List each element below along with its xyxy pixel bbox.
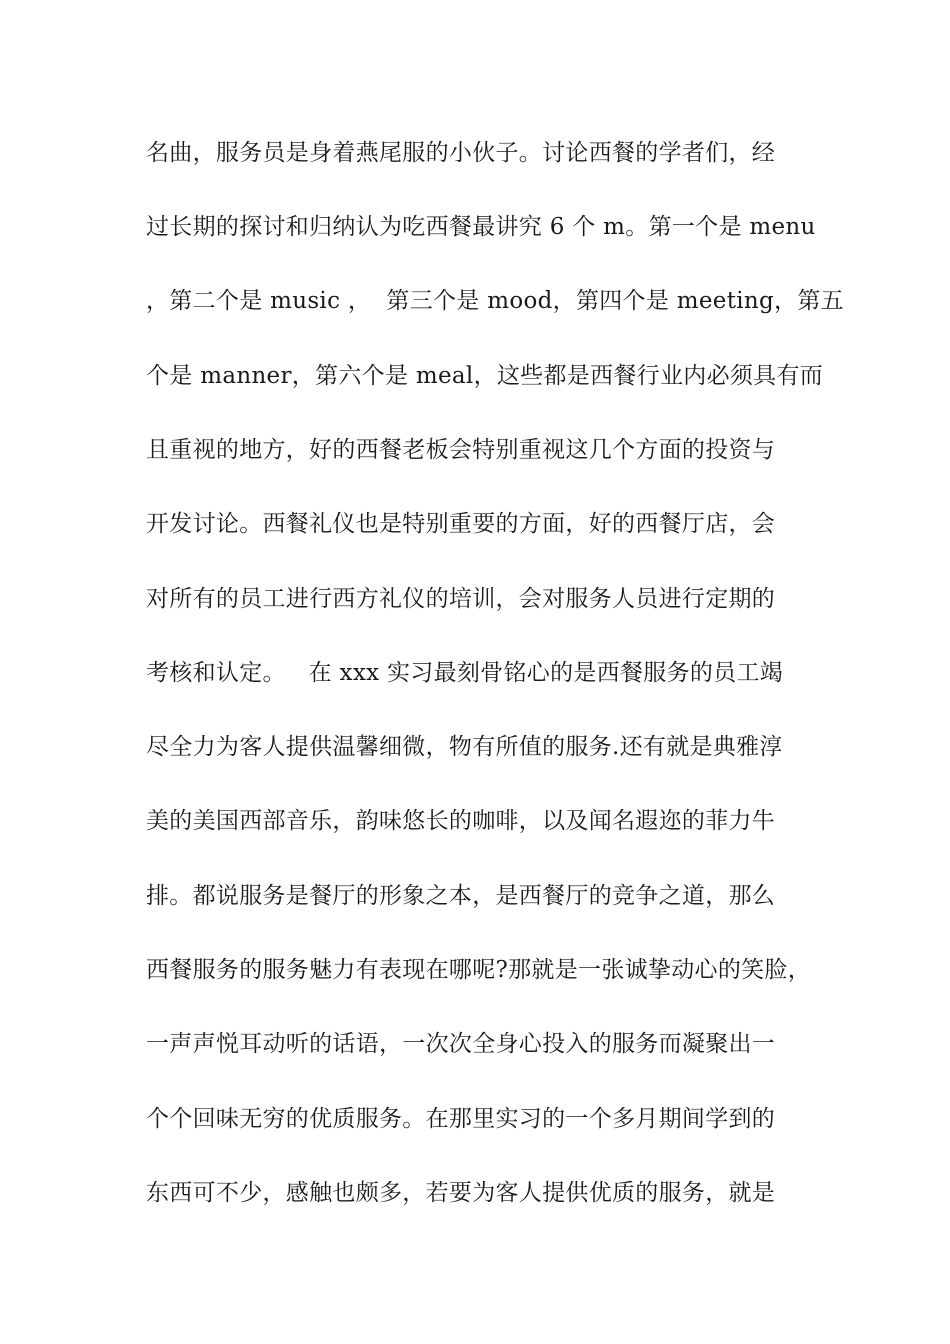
- text-line: 个是 manner，第六个是 meal，这些都是西餐行业内必须具有而: [146, 363, 824, 389]
- text-line: 且重视的地方，好的西餐老板会特别重视这几个方面的投资与: [146, 437, 776, 463]
- text-line: 对所有的员工进行西方礼仪的培训，会对服务人员进行定期的: [146, 586, 776, 612]
- text-line: 个个回味无穷的优质服务。在那里实习的一个多月期间学到的: [146, 1106, 776, 1132]
- text-line: 一声声悦耳动听的话语，一次次全身心投入的服务而凝聚出一: [146, 1031, 776, 1057]
- text-line: 尽全力为客人提供温馨细微，物有所值的服务.还有就是典雅淳: [146, 734, 783, 760]
- text-line: 排。都说服务是餐厅的形象之本，是西餐厅的竞争之道，那么: [146, 883, 776, 909]
- text-line: 过长期的探讨和归纳认为吃西餐最讲究 6 个 m。第一个是 menu: [146, 214, 816, 240]
- text-line: ，第二个是 music ， 第三个是 mood，第四个是 meeting，第五: [146, 288, 844, 314]
- text-line: 名曲，服务员是身着燕尾服的小伙子。讨论西餐的学者们，经: [146, 140, 776, 166]
- text-line: 西餐服务的服务魅力有表现在哪呢?那就是一张诚挚动心的笑脸，: [146, 957, 812, 983]
- text-line: 东西可不少，感触也颇多，若要为客人提供优质的服务，就是: [146, 1180, 776, 1206]
- text-line: 美的美国西部音乐，韵味悠长的咖啡，以及闻名遐迩的菲力牛: [146, 808, 776, 834]
- text-line: 考核和认定。 在 xxx 实习最刻骨铭心的是西餐服务的员工竭: [146, 660, 784, 686]
- text-line: 开发讨论。西餐礼仪也是特别重要的方面，好的西餐厅店，会: [146, 511, 776, 537]
